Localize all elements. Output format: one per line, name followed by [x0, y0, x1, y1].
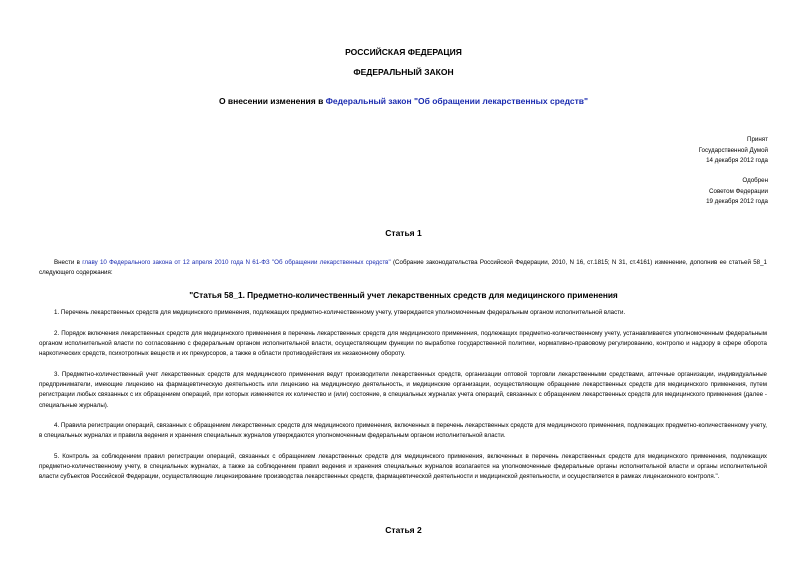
law-title-link[interactable]: Федеральный закон "Об обращении лекарственных средств" — [325, 96, 589, 106]
accepted-date: 14 декабря 2012 года — [706, 157, 768, 164]
intro-suffix: (Собрание законодательства Российской Федерации, 2010, N 16, ст.1815; N 31, ст.4161) изменение, дополнив ее статьей 58_1 следующего содержания: — [39, 259, 767, 277]
accepted-block — [699, 135, 768, 167]
country-heading: РОССИЙСКАЯ ФЕДЕРАЦИЯ — [345, 47, 462, 57]
accepted-by: Государственной Думой — [698, 146, 768, 154]
approved-block — [706, 176, 768, 208]
intro-link[interactable]: главу 10 Федерального закона от 12 апреля 2010 года N 61-ФЗ "Об обращении лекарственных средств" — [82, 259, 391, 266]
law-title — [0, 96, 807, 106]
point-3: 3. Предметно-количественный учет лекарственных средств для медицинского применения ведут производители лекарственных средств, организации оптовой торговли лекарственными средствами, аптечные организации, индивидуальные предприниматели, имеющие лицензию на фармацевтическую деятельность или лицензию на медицинскую деятельность, и медицинские организации, осуществляющие обращение лекарственных средств для медицинского применения, путем регистрации любых связанных с их обращением операций, при которых изменяется их количество и (или) состояние, в специальных журналах учета операций, связанных с обращением лекарственных средств для медицинского применения (далее - специальные журналы). — [39, 371, 767, 409]
article-1-title: Статья 1 — [385, 228, 422, 238]
approved-label: Одобрен — [742, 177, 768, 184]
approved-date: 19 декабря 2012 года — [706, 198, 768, 205]
law-type-heading: ФЕДЕРАЛЬНЫЙ ЗАКОН — [353, 67, 454, 77]
point-5: 5. Контроль за соблюдением правил регистрации операций, связанных с обращением лекарственных средств для медицинского применения, включенных в перечень лекарственных средств для медицинского применения, подлежащих предметно-количественному учету, в специальных журналах, а также за соблюдением правил ведения и хранения специальных журналов возлагается на уполномоченные федеральные органы исполнительной власти и органы исполнительной власти субъектов Российской Федерации, осуществляющие лицензирование производства лекарственных средств, фармацевтической деятельности и медицинской деятельности, и осуществляется в рамках лицензионного контроля.". — [39, 453, 767, 481]
article-58-1-title: "Статья 58_1. Предметно-количественный учет лекарственных средств для медицинского применения — [189, 290, 618, 300]
point-2: 2. Порядок включения лекарственных средств для медицинского применения в перечень лекарственных средств для медицинского применения, подлежащих предметно-количественному учету, устанавливается уполномоченным федеральным органом исполнительной власти по согласованию с федеральным органом исполнительной власти, осуществляющим функции по выработке государственной политики, нормативно-правовому регулированию, контролю и надзору в сфере оборота наркотических средств, психотропных веществ и их прекурсоров, а также в области противодействия их незаконному обороту. — [39, 330, 767, 358]
article-1-intro — [39, 258, 767, 278]
point-1: 1. Перечень лекарственных средств для медицинского применения, подлежащих предметно-количественному учету, утверждается уполномоченным федеральным органом исполнительной власти. — [54, 309, 626, 316]
point-4: 4. Правила регистрации операций, связанных с обращением лекарственных средств для медицинского применения, включенных в перечень лекарственных средств для медицинского применения, подлежащих предметно-количественному учету, в специальных журналах и правила ведения и хранения специальных журналов утверждаются уполномоченным федеральным органом исполнительной власти. — [39, 422, 767, 440]
approved-by: Советом Федерации — [709, 187, 768, 195]
accepted-label: Принят — [747, 136, 768, 143]
intro-prefix: Внести в — [54, 259, 83, 266]
law-title-prefix: О внесении изменения в — [218, 96, 326, 106]
article-2-title: Статья 2 — [385, 525, 422, 535]
